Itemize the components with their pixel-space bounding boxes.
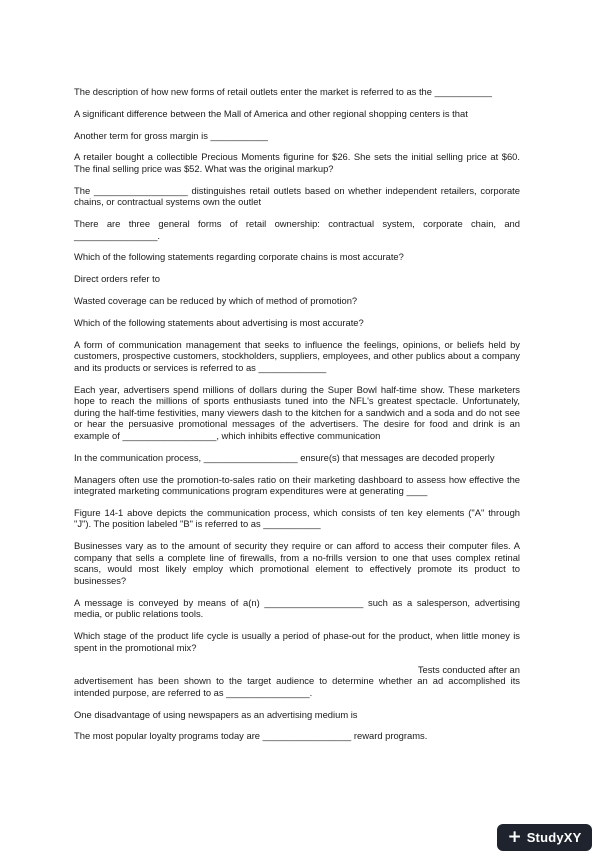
question-18: Which stage of the product life cycle is usually a period of phase-out for the product, when little money is spent in the promotional mix?: [74, 630, 520, 653]
question-5: The __________________ distinguishes retail outlets based on whether independent retailers, corporate chains, or contractual systems own the outlet: [74, 184, 520, 208]
question-1: The description of how new forms of retail outlets enter the market is referred to as the ___________: [74, 86, 492, 97]
question-16: Businesses vary as to the amount of security they require or can afford to access their computer files. A company that sells a complete line of firewalls, from a no-frills version to one that uses complex retinal scans, would most likely employ which promotional element to effectively promote its product to businesses?: [74, 540, 520, 587]
question-12: Each year, advertisers spend millions of dollars during the Super Bowl half-time show. These marketers hope to reach the millions of sports enthusiasts tuned into the NFL's greatest spectacle. Unfortunately, during the half-time festivities, many viewers dash to the kitchen for a sandwich and a soda and do not see or hear the persuasive promotional messages of the advertisers. The desire for food and drink is an example of __________________, which inhibits effective communication: [74, 383, 520, 441]
question-19: [74, 664, 520, 699]
question-8: Direct orders refer to: [74, 273, 160, 285]
document-page: [74, 86, 520, 752]
question-13: In the communication process, __________________ ensure(s) that messages are decoded properly: [74, 451, 495, 463]
brand-name: StudyXY: [526, 830, 582, 845]
question-20: One disadvantage of using newspapers as an advertising medium is: [74, 708, 358, 720]
question-2: A significant difference between the Mall of America and other regional shopping centers is that: [74, 107, 468, 119]
question-9: Wasted coverage can be reduced by which of method of promotion?: [74, 295, 358, 307]
question-7: Which of the following statements regarding corporate chains is most accurate?: [74, 251, 404, 263]
question-4: A retailer bought a collectible Precious Moments figurine for $26. She sets the initial selling price at $60. The final selling price was $52. What was the original markup?: [74, 151, 520, 174]
question-14: Managers often use the promotion-to-sales ratio on their marketing dashboard to assess how effective the integrated marketing communications program expenditures were at generating ____: [74, 473, 520, 497]
question-10: Which of the following statements about advertising is most accurate?: [74, 316, 364, 328]
question-17: A message is conveyed by means of a(n) ___________________ such as a salesperson, advertising media, or public relations tools.: [74, 596, 520, 620]
studyxy-logo[interactable]: [497, 824, 592, 851]
question-6: There are three general forms of retail ownership: contractual system, corporate chain, and ________________.: [74, 218, 520, 241]
question-15: Figure 14-1 above depicts the communication process, which consists of ten key elements ("A" through "J"). The position labeled "B" is referred to as ___________: [74, 506, 520, 530]
question-11: A form of communication management that seeks to influence the feelings, opinions, or beliefs held by customers, prospective customers, stockholders, suppliers, employees, and other publics about a company and its products or services is referred to as _____________: [74, 338, 520, 373]
plus-icon: +: [507, 827, 522, 847]
question-21: The most popular loyalty programs today are _________________ reward programs.: [74, 730, 428, 742]
question-19-first-line: Tests conducted after an: [417, 663, 520, 675]
question-19-rest: advertisement has been shown to the target audience to determine whether an ad accomplished its intended purpose, are referred to as ________________.: [74, 675, 520, 698]
question-3: Another term for gross margin is ___________: [74, 129, 268, 141]
